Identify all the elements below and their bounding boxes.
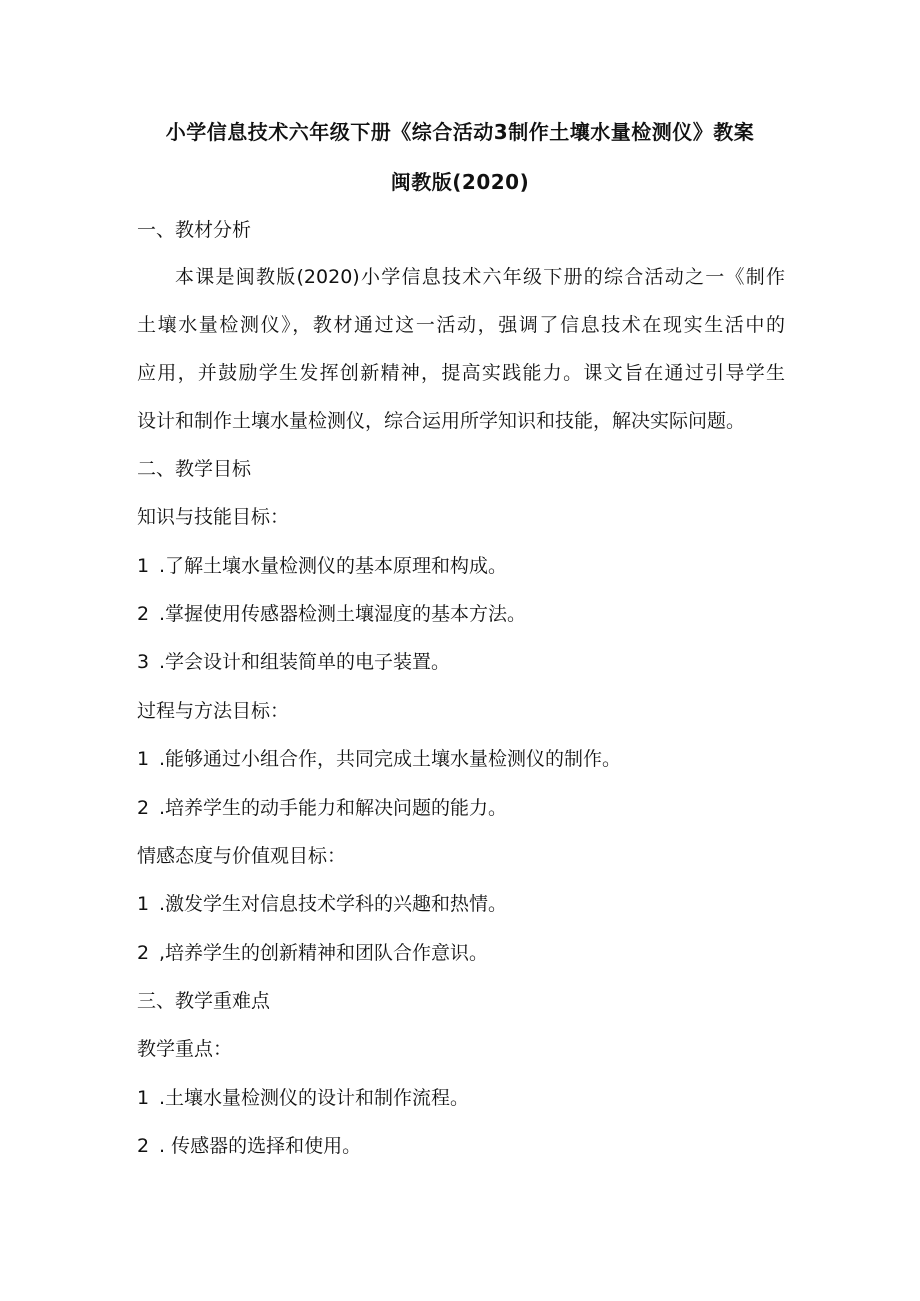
list-item-number: 1: [137, 1087, 150, 1109]
list-item: [137, 890, 507, 918]
list-item-number: 3: [137, 651, 150, 673]
paragraph-row: 应用，并鼓励学生发挥创新精神，提高实践能力。课文旨在通过引导学生: [137, 362, 785, 384]
list-item-text: .学会设计和组装简单的电子装置。: [159, 651, 451, 673]
document-title: 小学信息技术六年级下册《综合活动3制作土壤水量检测仪》教案: [165, 120, 755, 144]
document-subtitle: 闽教版(2020): [390, 170, 530, 194]
subheading-key-points: 教学重点：: [137, 1038, 233, 1060]
list-item: [137, 600, 526, 628]
section-heading-analysis: 一、教材分析: [137, 219, 252, 241]
list-item-text: . 传感器的选择和使用。: [159, 1135, 362, 1157]
list-item-number: 1: [137, 748, 150, 770]
list-item-text: .土壤水量检测仪的设计和制作流程。: [159, 1087, 470, 1109]
list-item-number: 1: [137, 893, 150, 915]
list-item-text: .培养学生的动手能力和解决问题的能力。: [159, 797, 508, 819]
subheading-emotion: 情感态度与价值观目标：: [137, 845, 347, 867]
analysis-paragraph: [137, 253, 785, 445]
list-item: [137, 745, 621, 773]
section-heading-objectives: 二、教学目标: [137, 458, 252, 480]
list-item: [137, 939, 488, 967]
list-item: [137, 552, 507, 580]
list-item-number: 2: [137, 942, 150, 964]
paragraph-row: 土壤水量检测仪》，教材通过这一活动，强调了信息技术在现实生活中的: [137, 314, 785, 336]
list-item-number: 2: [137, 797, 150, 819]
list-item-number: 2: [137, 603, 150, 625]
list-item-number: 1: [137, 555, 150, 577]
list-item: [137, 794, 507, 822]
subheading-knowledge: 知识与技能目标：: [137, 506, 290, 528]
list-item-text: .掌握使用传感器检测土壤湿度的基本方法。: [159, 603, 527, 625]
list-item-text: .激发学生对信息技术学科的兴趣和热情。: [159, 893, 508, 915]
section-heading-key-difficult: 三、教学重难点: [137, 990, 271, 1012]
list-item-text: .了解土壤水量检测仪的基本原理和构成。: [159, 555, 508, 577]
paragraph-row: 本课是闽教版(2020)小学信息技术六年级下册的综合活动之一《制作: [175, 266, 785, 288]
subheading-process: 过程与方法目标：: [137, 700, 290, 722]
list-item: [137, 1132, 361, 1160]
list-item-text: ,培养学生的创新精神和团队合作意识。: [159, 942, 489, 964]
paragraph-row: 设计和制作土壤水量检测仪，综合运用所学知识和技能，解决实际问题。: [137, 410, 746, 432]
list-item-number: 2: [137, 1135, 150, 1157]
list-item: [137, 648, 450, 676]
list-item: [137, 1084, 469, 1112]
list-item-text: .能够通过小组合作，共同完成土壤水量检测仪的制作。: [159, 748, 622, 770]
